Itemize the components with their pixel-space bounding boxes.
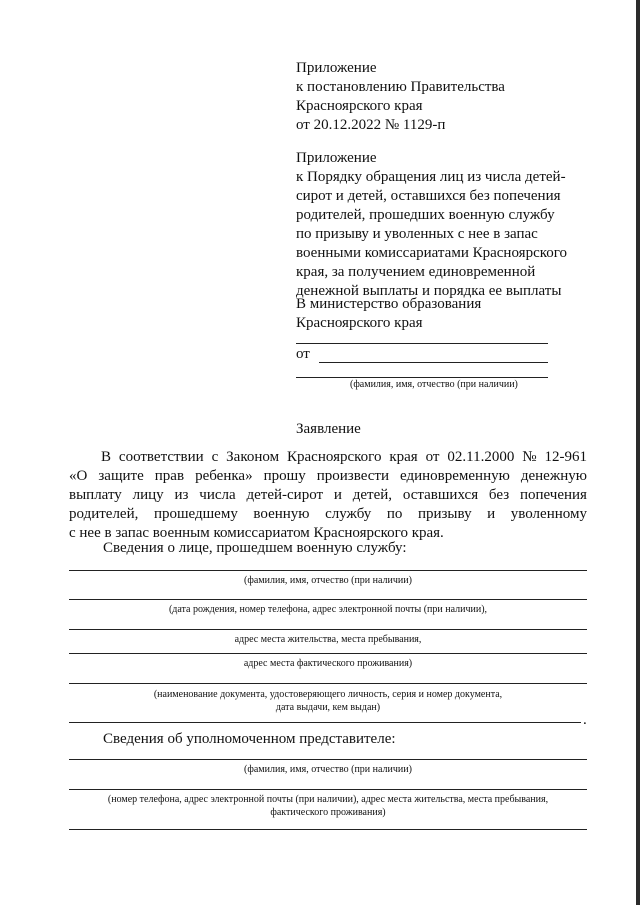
body-line (69, 467, 587, 486)
body-word: по (386, 506, 403, 522)
body-word: денежную (520, 468, 587, 484)
body-word: защите (98, 468, 144, 484)
annex2-line: к Порядку обращения лиц из числа детей- (296, 169, 566, 185)
blank-line (296, 377, 548, 378)
body-word: призыву (417, 506, 472, 522)
field-line (69, 683, 587, 684)
field-line (69, 599, 587, 600)
addressee-line: Красноярского края (296, 315, 423, 331)
annex2-line: сирот и детей, оставшихся без попечения (296, 188, 561, 204)
field-line (69, 829, 587, 830)
body-paragraph (69, 448, 587, 543)
annex-header (296, 59, 596, 301)
body-word: Красноярского (287, 449, 382, 465)
annex2-line: родителей, прошедших военную службу (296, 207, 555, 223)
body-word: с (211, 449, 219, 465)
body-word: военную (253, 506, 310, 522)
body-word: Законом (226, 449, 280, 465)
field-caption: (дата рождения, номер телефона, адрес электронной почты (при наличии), (168, 604, 488, 615)
body-word: без (488, 487, 510, 503)
annex1-line: Красноярского края (296, 98, 423, 114)
body-word: числа (199, 487, 236, 503)
addressee (296, 295, 481, 333)
body-line (69, 448, 587, 467)
field-line (69, 759, 587, 760)
body-word: родителей, (69, 506, 139, 522)
body-word: детей, (352, 487, 393, 503)
field-caption: (фамилия, имя, отчество (при наличии) (244, 764, 412, 775)
field-caption: (номер телефона, адрес электронной почты (при наличии), адрес места жительства, места пребывания, (107, 794, 549, 805)
annex1-line: Приложение (296, 60, 377, 76)
annex1-line: к постановлению Правительства (296, 79, 505, 95)
annex2-line: Приложение (296, 150, 377, 166)
body-word: прав (154, 468, 185, 484)
addressee-line: В министерство образования (296, 296, 482, 312)
body-line (69, 486, 587, 505)
body-word: «О (69, 468, 88, 484)
body-word: службу (325, 506, 372, 522)
body-word: произвести (316, 468, 389, 484)
field-line (69, 570, 587, 571)
field-caption: фактического проживания) (270, 807, 386, 818)
body-word: прошу (263, 468, 306, 484)
body-word: единовременную (400, 468, 510, 484)
body-word: от (425, 449, 440, 465)
from-field-line (319, 362, 548, 363)
annex2-line: края, за получением единовременной (296, 264, 536, 280)
body-word: из (174, 487, 189, 503)
field-caption: дата выдачи, кем выдан) (275, 702, 381, 713)
body-word: края (389, 449, 418, 465)
field-caption: (наименование документа, удостоверяющего личность, серия и номер документа, (153, 689, 503, 700)
body-word: № (522, 449, 537, 465)
body-line: с нее в запас военным комиссариатом Красноярского края. (69, 525, 444, 541)
from-caption: (фамилия, имя, отчество (при наличии) (350, 379, 518, 390)
trailing-period: . (583, 712, 587, 728)
field-line (69, 789, 587, 790)
blank-line (296, 343, 548, 344)
field-line (69, 722, 581, 723)
section1-title: Сведения о лице, прошедшем военную службу: (103, 540, 407, 556)
body-word: лицу (132, 487, 164, 503)
from-label: от (296, 346, 310, 362)
document-title: Заявление (296, 421, 361, 437)
body-word: 12-961 (544, 449, 587, 465)
body-word: и (487, 506, 496, 522)
body-word: попечения (519, 487, 587, 503)
annex2-line: денежной выплаты и порядка ее выплаты (296, 283, 562, 299)
field-caption: (фамилия, имя, отчество (при наличии) (244, 575, 412, 586)
body-word: и (333, 487, 342, 503)
field-caption: адрес места жительства, места пребывания, (234, 634, 422, 645)
scan-edge (636, 0, 640, 905)
body-word: 02.11.2000 (447, 449, 515, 465)
body-word: оставшихся (402, 487, 479, 503)
body-word: детей-сирот (246, 487, 324, 503)
field-caption: адрес места фактического проживания) (243, 658, 413, 669)
body-word: ребенка» (195, 468, 253, 484)
body-word: соответствии (118, 449, 204, 465)
field-line (69, 629, 587, 630)
body-word: уволенному (510, 506, 587, 522)
annex2-line: военными комиссариатами Красноярского (296, 245, 568, 261)
body-word: В (101, 449, 112, 465)
section2-title: Сведения об уполномоченном представителе: (103, 731, 396, 747)
field-line (69, 653, 587, 654)
body-word: прошедшему (153, 506, 238, 522)
body-line (69, 505, 587, 524)
annex2-line: по призыву и уволенных с нее в запас (296, 226, 538, 242)
annex1-line: от 20.12.2022 № 1129-п (296, 117, 446, 133)
body-word: выплату (69, 487, 122, 503)
